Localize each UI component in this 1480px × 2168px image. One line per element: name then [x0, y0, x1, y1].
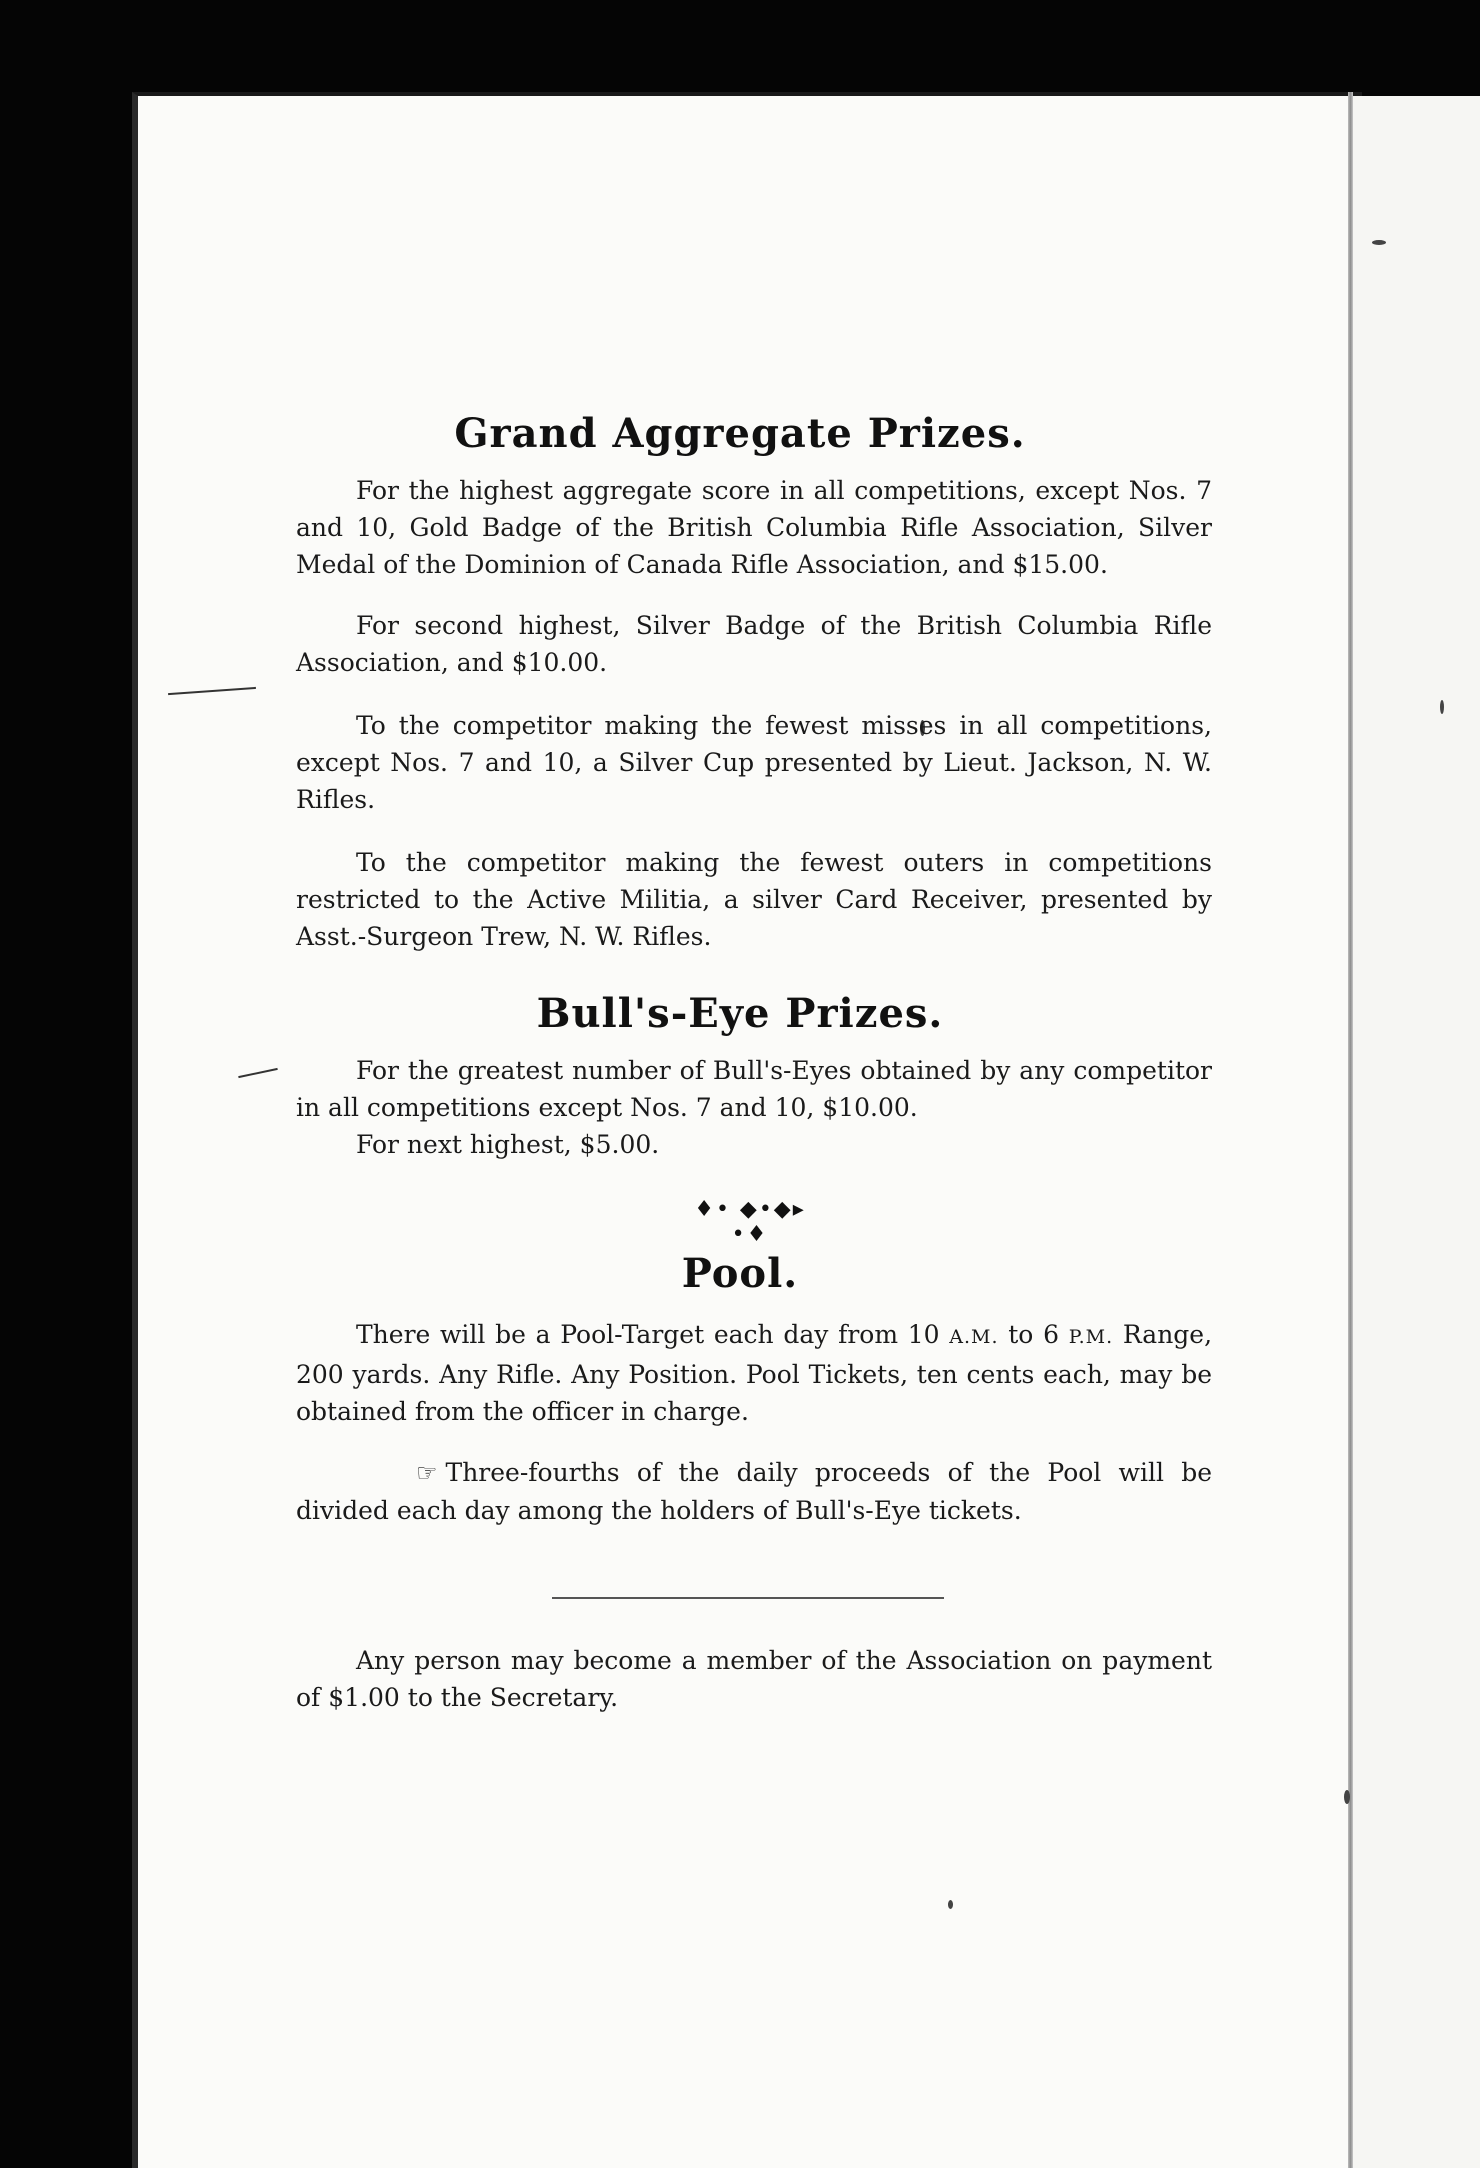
heading-pool: Pool. [681, 1250, 799, 1297]
membership-section [296, 1642, 1212, 1716]
heading-bulls-eye: Bull's-Eye Prizes. [536, 990, 944, 1037]
membership-paragraph: Any person may become a member of the Association on payment of $1.00 to the Secretary. [296, 1646, 1212, 1712]
grand-paragraph-1: For the highest aggregate score in all competitions, except Nos. 7 and 10, Gold Badge of the British Columbia Rifle Association, Silver Medal of the Dominion of Canada Rifle Association, and $15.00. [296, 476, 1212, 579]
pool-text-after: Range, 200 yards. Any Rifle. Any Position. Pool Tickets, ten cents each, may be obtained from the officer in charge. [296, 1320, 1213, 1426]
pool-text-mid: to 6 [1008, 1320, 1059, 1349]
pool-paragraph-1 [296, 1316, 1212, 1430]
grand-section [296, 472, 1212, 955]
bulls-paragraph-1: For the greatest number of Bull's-Eyes obtained by any competitor in all competitions except Nos. 7 and 10, $10.00. [296, 1056, 1212, 1122]
pool-section [296, 1316, 1212, 1529]
horizontal-rule [552, 1597, 944, 1599]
pool-paragraph-2 [296, 1454, 1212, 1529]
pointing-hand-icon: ☞ [416, 1459, 438, 1487]
heading-grand-aggregate: Grand Aggregate Prizes. [454, 410, 1026, 457]
scan-speck [1372, 240, 1386, 245]
bulls-paragraph-2: For next highest, $5.00. [356, 1130, 660, 1159]
pool-text-before: There will be a Pool-Target each day from 10 [356, 1320, 940, 1349]
scan-speck [1344, 1790, 1350, 1804]
scan-speck [1440, 700, 1444, 714]
scan-speck [948, 1900, 953, 1909]
pool-note-text: Three-fourths of the daily proceeds of the Pool will be divided each day among the holders of Bull's-Eye tickets. [296, 1458, 1212, 1525]
grand-paragraph-2: For second highest, Silver Badge of the British Columbia Rifle Association, and $10.00. [296, 611, 1212, 677]
bulls-section [296, 1052, 1212, 1163]
ornament-divider: ♦• ◆•◆▸ •♦ [694, 1197, 806, 1247]
grand-paragraph-4: To the competitor making the fewest outers in competitions restricted to the Active Militia, a silver Card Receiver, presented by Asst.-Surgeon Trew, N. W. Rifles. [296, 848, 1212, 951]
pool-time-pm: P.M. [1068, 1326, 1114, 1348]
facing-page-edge [1353, 96, 1480, 2168]
grand-paragraph-3: To the competitor making the fewest misses in all competitions, except Nos. 7 and 10, a Silver Cup presented by Lieut. Jackson, N. W. Rifles. [296, 711, 1212, 814]
pool-time-am: A.M. [949, 1326, 999, 1348]
